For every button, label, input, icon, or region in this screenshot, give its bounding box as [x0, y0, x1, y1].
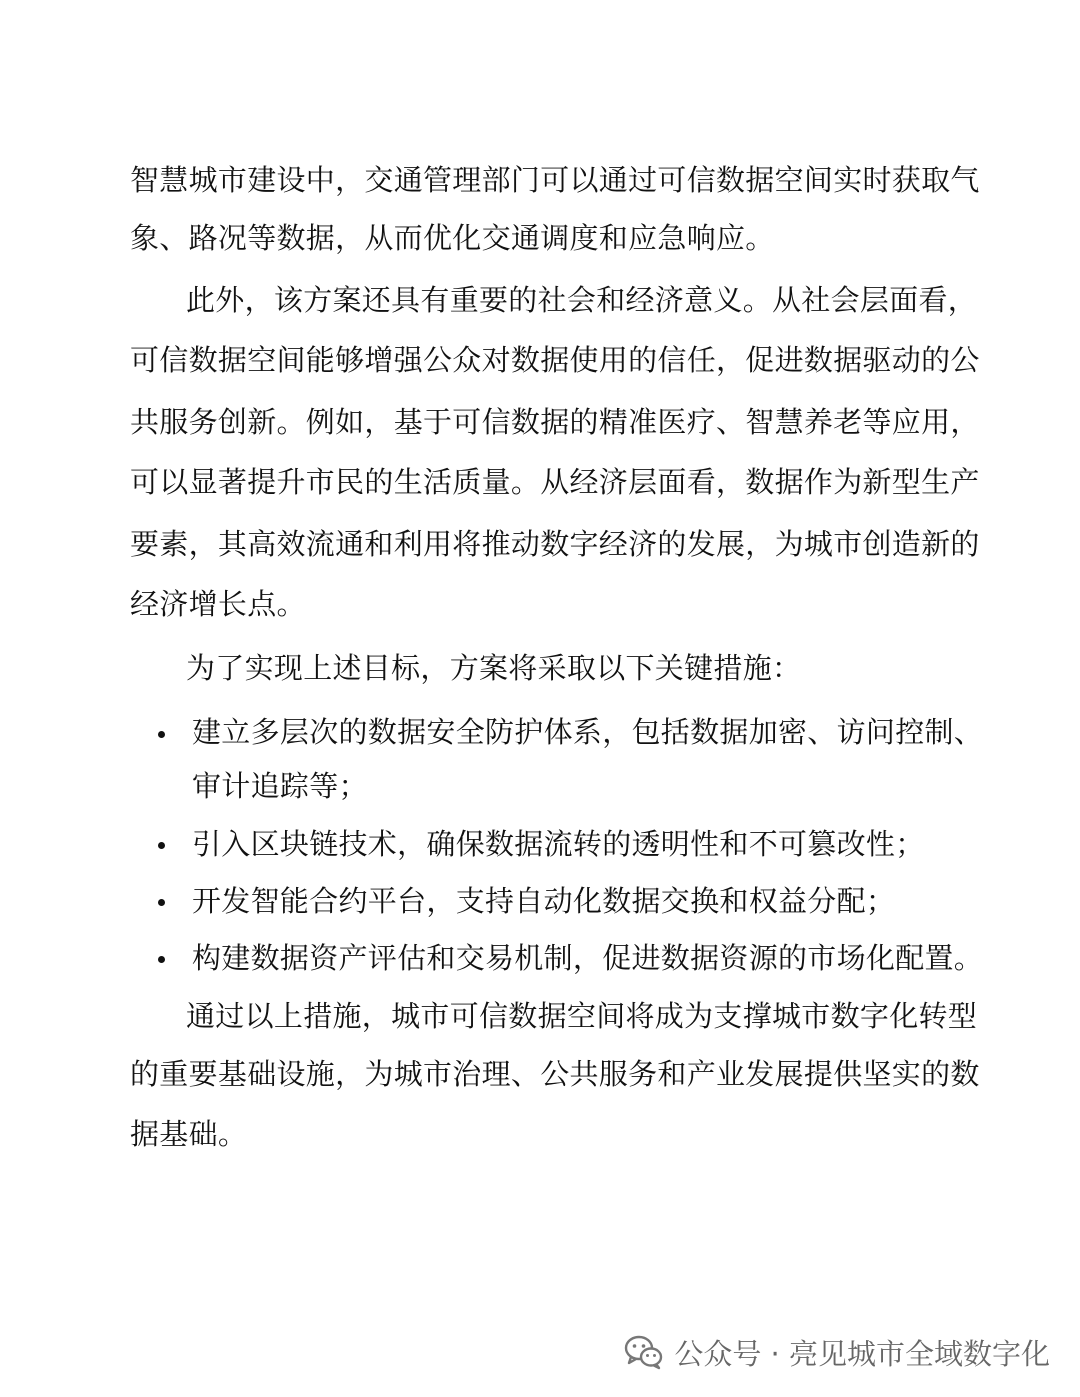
paragraph-2-line-2: 可信数据空间能够增强公众对数据使用的信任，促进数据驱动的公	[130, 343, 980, 377]
paragraph-3-line-1: 为了实现上述目标，方案将采取以下关键措施：	[186, 651, 802, 685]
paragraph-4-line-1: 通过以上措施，城市可信数据空间将成为支撑城市数字化转型	[186, 999, 978, 1033]
paragraph-2-line-5: 要素，其高效流通和利用将推动数字经济的发展，为城市创造新的	[130, 527, 980, 561]
paragraph-2-line-3: 共服务创新。例如，基于可信数据的精准医疗、智慧养老等应用，	[130, 405, 980, 439]
paragraph-1-line-2: 象、路况等数据，从而优化交通调度和应急响应。	[130, 221, 775, 255]
wechat-icon	[624, 1334, 664, 1370]
paragraph-2-line-6: 经济增长点。	[130, 587, 306, 621]
watermark-text: 公众号 · 亮见城市全域数字化	[674, 1336, 1050, 1371]
paragraph-4-line-2: 的重要基础设施，为城市治理、公共服务和产业发展提供坚实的数	[130, 1057, 980, 1091]
bullet-4: 构建数据资产评估和交易机制，促进数据资源的市场化配置。	[192, 941, 984, 975]
wechat-watermark	[624, 1330, 1050, 1374]
paragraph-4-line-3: 据基础。	[130, 1117, 248, 1151]
paragraph-1-line-1: 智慧城市建设中，交通管理部门可以通过可信数据空间实时获取气	[130, 163, 980, 197]
paragraph-2-line-1: 此外，该方案还具有重要的社会和经济意义。从社会层面看，	[186, 283, 978, 317]
bullet-1-line-1: 建立多层次的数据安全防护体系，包括数据加密、访问控制、	[192, 715, 984, 749]
paragraph-2-line-4: 可以显著提升市民的生活质量。从经济层面看，数据作为新型生产	[130, 465, 980, 499]
bullet-1-line-2: 审计追踪等；	[192, 769, 368, 803]
bullet-2: 引入区块链技术，确保数据流转的透明性和不可篡改性；	[192, 827, 925, 861]
bullet-3: 开发智能合约平台，支持自动化数据交换和权益分配；	[192, 884, 896, 918]
